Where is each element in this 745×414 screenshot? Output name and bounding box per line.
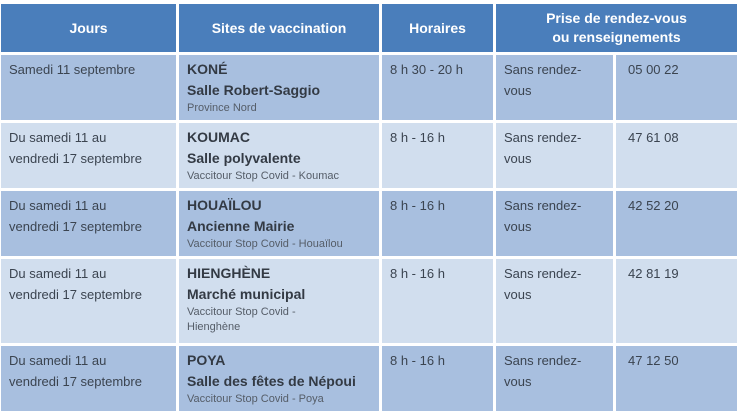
jours-line1: Du samedi 11 au	[9, 266, 107, 281]
jours-line1: Du samedi 11 au	[9, 198, 107, 213]
site-note: Vaccitour Stop Covid - Koumac	[187, 170, 340, 182]
site-town: HOUAÏLOU	[187, 197, 262, 213]
cell-site	[179, 346, 382, 414]
cell-phone: 47 61 08	[616, 123, 740, 191]
site-venue: Ancienne Mairie	[187, 218, 295, 234]
jours-line1: Samedi 11 septembre	[9, 62, 136, 77]
cell-horaires: 8 h - 16 h	[382, 123, 496, 191]
cell-rdv: Sans rendez-vous	[496, 55, 616, 123]
cell-phone: 42 52 20	[616, 191, 740, 259]
cell-horaires: 8 h - 16 h	[382, 259, 496, 346]
cell-jours	[1, 191, 179, 259]
jours-line1: Du samedi 11 au	[9, 353, 107, 368]
table-row	[1, 346, 740, 414]
table-row	[1, 259, 740, 346]
table-row	[1, 191, 740, 259]
cell-site	[179, 191, 382, 259]
site-venue: Salle Robert-Saggio	[187, 82, 321, 98]
cell-site	[179, 123, 382, 191]
jours-line2: vendredi 17 septembre	[9, 219, 142, 234]
jours-line1: Du samedi 11 au	[9, 130, 107, 145]
site-town: POYA	[187, 352, 226, 368]
cell-phone: 05 00 22	[616, 55, 740, 123]
table-header-row	[1, 4, 740, 55]
cell-rdv: Sans rendez-vous	[496, 346, 616, 414]
table-row	[1, 123, 740, 191]
cell-phone: 42 81 19	[616, 259, 740, 346]
cell-horaires: 8 h - 16 h	[382, 346, 496, 414]
cell-jours	[1, 346, 179, 414]
header-sites: Sites de vaccination	[179, 4, 382, 55]
site-venue: Marché municipal	[187, 286, 306, 302]
cell-jours	[1, 55, 179, 123]
site-note: Province Nord	[187, 102, 257, 114]
vaccination-schedule-table	[1, 4, 740, 414]
jours-line2: vendredi 17 septembre	[9, 374, 142, 389]
site-venue: Salle polyvalente	[187, 150, 301, 166]
cell-site	[179, 259, 382, 346]
jours-line2: vendredi 17 septembre	[9, 151, 142, 166]
cell-site	[179, 55, 382, 123]
cell-horaires: 8 h 30 - 20 h	[382, 55, 496, 123]
table-row	[1, 55, 740, 123]
header-rendez-vous	[496, 4, 740, 55]
jours-line2: vendredi 17 septembre	[9, 287, 142, 302]
cell-rdv: Sans rendez-vous	[496, 123, 616, 191]
site-town: KONÉ	[187, 61, 228, 77]
site-note: Vaccitour Stop Covid - Houaïlou	[187, 238, 343, 250]
cell-jours	[1, 123, 179, 191]
site-note: Vaccitour Stop Covid - Hienghène	[187, 306, 296, 333]
header-horaires: Horaires	[382, 4, 496, 55]
cell-rdv: Sans rendez-vous	[496, 191, 616, 259]
site-venue: Salle des fêtes de Népoui	[187, 373, 356, 389]
site-town: HIENGHÈNE	[187, 265, 271, 281]
site-note: Vaccitour Stop Covid - Poya	[187, 393, 324, 405]
cell-horaires: 8 h - 16 h	[382, 191, 496, 259]
header-jours: Jours	[1, 4, 179, 55]
header-rdv-line1: Prise de rendez-vous	[546, 10, 687, 26]
cell-jours	[1, 259, 179, 346]
cell-rdv: Sans rendez-vous	[496, 259, 616, 346]
site-town: KOUMAC	[187, 129, 250, 145]
cell-phone: 47 12 50	[616, 346, 740, 414]
header-rdv-line2: ou renseignements	[552, 29, 681, 45]
